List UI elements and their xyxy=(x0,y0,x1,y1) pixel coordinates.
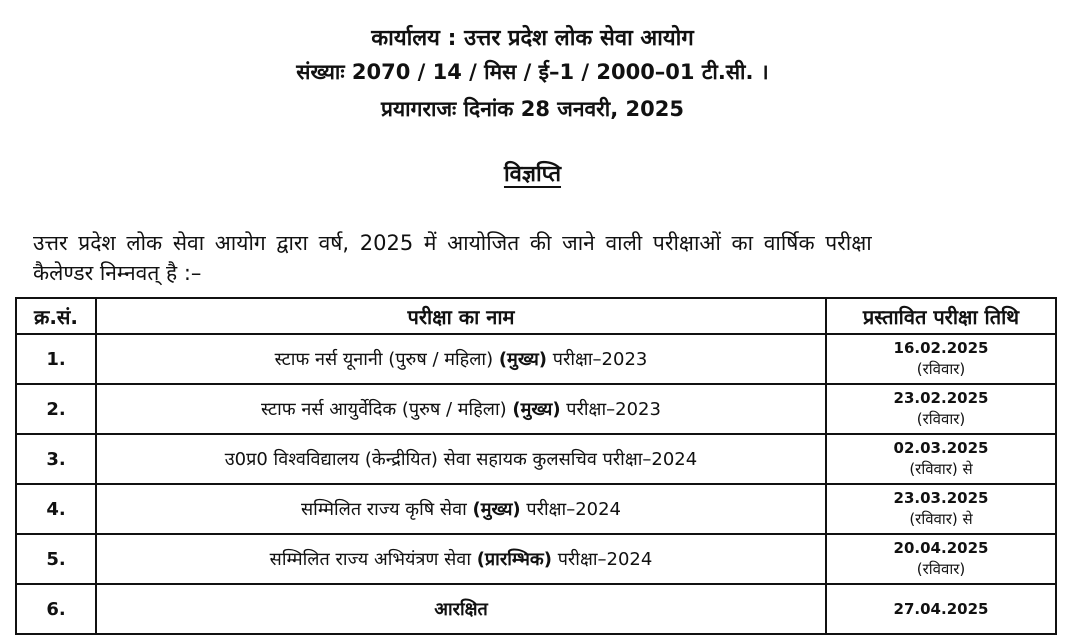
table-row xyxy=(16,534,1056,584)
office-heading: कार्यालय : उत्तर प्रदेश लोक सेवा आयोग xyxy=(371,26,694,51)
exam-name xyxy=(96,384,826,434)
col-serial: क्र.सं. xyxy=(16,298,96,334)
weekday: (रविवार) से xyxy=(909,460,973,478)
intro-line-1: उत्तर प्रदेश लोक सेवा आयोग द्वारा वर्ष, 2025 में आयोजित की जाने वाली परीक्षाओं का वार्षिक परीक्षा xyxy=(33,231,872,255)
exam-suffix: परीक्षा–2024 xyxy=(551,549,653,570)
table-row xyxy=(16,434,1056,484)
exam-date xyxy=(826,484,1056,534)
table-row xyxy=(16,384,1056,434)
exam-date xyxy=(826,334,1056,384)
exam-name xyxy=(96,484,826,534)
weekday: (रविवार) से xyxy=(909,510,973,528)
table-row xyxy=(16,484,1056,534)
table-row xyxy=(16,584,1056,634)
weekday: (रविवार) xyxy=(916,560,966,578)
exam-suffix: परीक्षा–2023 xyxy=(547,349,648,370)
exam-calendar-table xyxy=(15,297,1057,635)
date-value: 23.03.2025 xyxy=(893,489,989,507)
exam-name xyxy=(96,434,826,484)
serial-number: 3. xyxy=(16,434,96,484)
exam-date xyxy=(826,584,1056,634)
col-exam-name: परीक्षा का नाम xyxy=(96,298,826,334)
exam-name xyxy=(96,584,826,634)
exam-stage: (मुख्य) xyxy=(512,399,561,420)
date-value: 23.02.2025 xyxy=(893,389,989,407)
exam-stage: (प्रारम्भिक) xyxy=(476,549,552,570)
exam-suffix: परीक्षा–2024 xyxy=(520,499,622,520)
exam-name-text: स्टाफ नर्स आयुर्वेदिक (पुरुष / महिला) xyxy=(261,399,513,420)
exam-name-text: स्टाफ नर्स यूनानी (पुरुष / महिला) xyxy=(274,349,499,370)
exam-suffix: परीक्षा–2023 xyxy=(560,399,661,420)
exam-name-text: सम्मिलित राज्य कृषि सेवा xyxy=(300,499,473,520)
exam-name xyxy=(96,534,826,584)
exam-name-text: सम्मिलित राज्य अभियंत्रण सेवा xyxy=(269,549,477,570)
exam-date xyxy=(826,384,1056,434)
table-header-row xyxy=(16,298,1056,334)
exam-date xyxy=(826,434,1056,484)
notice-title: विज्ञप्ति xyxy=(503,162,562,187)
date-value: 02.03.2025 xyxy=(893,439,989,457)
exam-name xyxy=(96,334,826,384)
date-value: 20.04.2025 xyxy=(893,539,989,557)
weekday: (रविवार) xyxy=(916,410,966,428)
exam-stage: आरक्षित xyxy=(434,599,488,620)
date-value: 16.02.2025 xyxy=(893,339,989,357)
serial-number: 1. xyxy=(16,334,96,384)
exam-stage: (मुख्य) xyxy=(498,349,548,370)
serial-number: 6. xyxy=(16,584,96,634)
table-row xyxy=(16,334,1056,384)
weekday: (रविवार) xyxy=(916,360,966,378)
exam-stage: (मुख्य) xyxy=(472,499,521,520)
serial-number: 5. xyxy=(16,534,96,584)
place-date: प्रयागराजः दिनांक 28 जनवरी, 2025 xyxy=(381,97,684,121)
reference-number: संख्याः 2070 / 14 / मिस / ई–1 / 2000–01 टी.सी. । xyxy=(296,60,769,84)
col-exam-date: प्रस्तावित परीक्षा तिथि xyxy=(826,298,1056,334)
date-value: 27.04.2025 xyxy=(893,599,989,618)
exam-date xyxy=(826,534,1056,584)
serial-number: 4. xyxy=(16,484,96,534)
serial-number: 2. xyxy=(16,384,96,434)
intro-line-2: कैलेण्डर निम्नवत् है :– xyxy=(33,261,202,285)
exam-name-text: उ0प्र0 विश्वविद्यालय (केन्द्रीयित) सेवा सहायक कुलसचिव परीक्षा–2024 xyxy=(224,449,698,470)
